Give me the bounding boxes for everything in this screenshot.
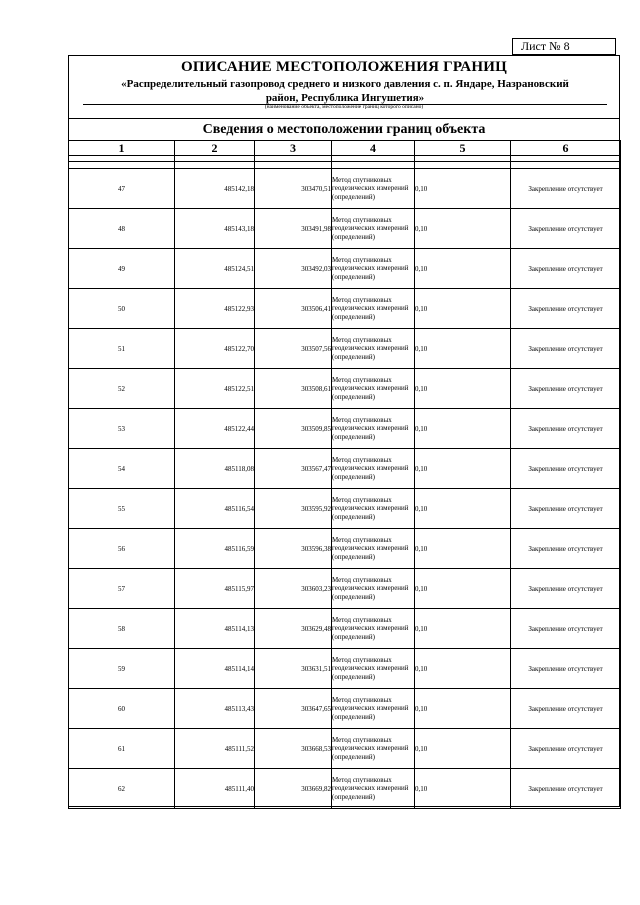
accuracy-value: 0,10 xyxy=(415,409,511,449)
fixing-description: Закрепление отсутствует xyxy=(511,169,621,209)
fixing-description: Закрепление отсутствует xyxy=(511,609,621,649)
coordinate-y: 303491,98 xyxy=(255,209,332,249)
coordinate-y: 303507,56 xyxy=(255,329,332,369)
coordinate-y: 303470,51 xyxy=(255,169,332,209)
determination-method: Метод спутниковых геодезических измерений (определений) xyxy=(332,249,415,289)
coordinate-y: 303506,41 xyxy=(255,289,332,329)
coordinate-y: 303596,38 xyxy=(255,529,332,569)
coordinate-y: 303629,48 xyxy=(255,609,332,649)
determination-method: Метод спутниковых геодезических измерений (определений) xyxy=(332,209,415,249)
section-title: Сведения о местоположении границ объекта xyxy=(202,122,486,137)
coordinate-x: 485115,97 xyxy=(175,569,255,609)
object-name xyxy=(81,77,609,105)
accuracy-value: 0,10 xyxy=(415,609,511,649)
point-number: 53 xyxy=(69,409,175,449)
coordinate-y: 303509,85 xyxy=(255,409,332,449)
accuracy-value: 0,10 xyxy=(415,569,511,609)
point-number: 48 xyxy=(69,209,175,249)
table-body xyxy=(69,156,621,809)
accuracy-value: 0,10 xyxy=(415,329,511,369)
determination-method: Метод спутниковых геодезических измерений (определений) xyxy=(332,609,415,649)
column-header-5: 5 xyxy=(415,141,511,156)
table-row xyxy=(69,689,621,729)
accuracy-value: 0,10 xyxy=(415,689,511,729)
determination-method: Метод спутниковых геодезических измерений (определений) xyxy=(332,369,415,409)
table-row xyxy=(69,609,621,649)
coordinate-y: 303492,03 xyxy=(255,249,332,289)
accuracy-value: 0,10 xyxy=(415,729,511,769)
accuracy-value: 0,10 xyxy=(415,529,511,569)
point-number: 55 xyxy=(69,489,175,529)
accuracy-value: 0,10 xyxy=(415,489,511,529)
coordinate-x: 485124,51 xyxy=(175,249,255,289)
column-header-3: 3 xyxy=(255,141,332,156)
object-name-line-2: район, Республика Ингушетия» xyxy=(265,92,425,104)
fixing-description: Закрепление отсутствует xyxy=(511,209,621,249)
sheet-number: Лист № 8 xyxy=(512,38,616,55)
fixing-description: Закрепление отсутствует xyxy=(511,369,621,409)
determination-method: Метод спутниковых геодезических измерений (определений) xyxy=(332,769,415,809)
point-number: 56 xyxy=(69,529,175,569)
table-row xyxy=(69,729,621,769)
fixing-description: Закрепление отсутствует xyxy=(511,449,621,489)
column-header-6: 6 xyxy=(511,141,621,156)
object-name-line-1: «Распределительный газопровод среднего и низкого давления с. п. Яндаре, Назрановский xyxy=(121,78,569,90)
table-row xyxy=(69,409,621,449)
divider xyxy=(69,118,619,119)
accuracy-value: 0,10 xyxy=(415,369,511,409)
determination-method: Метод спутниковых геодезических измерений (определений) xyxy=(332,569,415,609)
coordinate-y: 303508,61 xyxy=(255,369,332,409)
table-row xyxy=(69,169,621,209)
coordinate-x: 485113,43 xyxy=(175,689,255,729)
accuracy-value: 0,10 xyxy=(415,289,511,329)
fixing-description: Закрепление отсутствует xyxy=(511,689,621,729)
coordinate-y: 303603,23 xyxy=(255,569,332,609)
accuracy-value: 0,10 xyxy=(415,169,511,209)
table-row xyxy=(69,209,621,249)
coordinate-y: 303567,47 xyxy=(255,449,332,489)
coordinate-x: 485116,54 xyxy=(175,489,255,529)
fixing-description: Закрепление отсутствует xyxy=(511,529,621,569)
fixing-description: Закрепление отсутствует xyxy=(511,649,621,689)
accuracy-value: 0,10 xyxy=(415,769,511,809)
determination-method: Метод спутниковых геодезических измерений (определений) xyxy=(332,169,415,209)
determination-method: Метод спутниковых геодезических измерений (определений) xyxy=(332,289,415,329)
table-row xyxy=(69,489,621,529)
fixing-description: Закрепление отсутствует xyxy=(511,489,621,529)
coordinate-x: 485142,18 xyxy=(175,169,255,209)
point-number: 58 xyxy=(69,609,175,649)
point-number: 49 xyxy=(69,249,175,289)
coordinate-x: 485143,18 xyxy=(175,209,255,249)
coordinate-y: 303631,51 xyxy=(255,649,332,689)
determination-method: Метод спутниковых геодезических измерений (определений) xyxy=(332,689,415,729)
determination-method: Метод спутниковых геодезических измерений (определений) xyxy=(332,649,415,689)
point-number: 57 xyxy=(69,569,175,609)
coordinate-x: 485122,93 xyxy=(175,289,255,329)
column-header-1: 1 xyxy=(69,141,175,156)
table-header-row xyxy=(69,141,621,156)
fixing-description: Закрепление отсутствует xyxy=(511,289,621,329)
coordinate-x: 485114,13 xyxy=(175,609,255,649)
accuracy-value: 0,10 xyxy=(415,209,511,249)
coordinate-x: 485114,14 xyxy=(175,649,255,689)
determination-method: Метод спутниковых геодезических измерений (определений) xyxy=(332,449,415,489)
point-number: 60 xyxy=(69,689,175,729)
object-name-caption: (наименование объекта, местоположение границ которого описано) xyxy=(264,104,424,110)
coordinate-x: 485122,44 xyxy=(175,409,255,449)
table-row xyxy=(69,569,621,609)
point-number: 52 xyxy=(69,369,175,409)
table-row xyxy=(69,329,621,369)
fixing-description: Закрепление отсутствует xyxy=(511,329,621,369)
point-number: 62 xyxy=(69,769,175,809)
accuracy-value: 0,10 xyxy=(415,449,511,489)
accuracy-value: 0,10 xyxy=(415,649,511,689)
fixing-description: Закрепление отсутствует xyxy=(511,569,621,609)
coordinate-x: 485111,40 xyxy=(175,769,255,809)
table-row xyxy=(69,529,621,569)
coordinate-y: 303668,53 xyxy=(255,729,332,769)
determination-method: Метод спутниковых геодезических измерений (определений) xyxy=(332,329,415,369)
point-number: 59 xyxy=(69,649,175,689)
document-title: ОПИСАНИЕ МЕСТОПОЛОЖЕНИЯ ГРАНИЦ xyxy=(181,59,507,75)
table-row xyxy=(69,769,621,809)
table-row xyxy=(69,369,621,409)
determination-method: Метод спутниковых геодезических измерений (определений) xyxy=(332,489,415,529)
table-row xyxy=(69,249,621,289)
point-number: 61 xyxy=(69,729,175,769)
coordinate-x: 485118,08 xyxy=(175,449,255,489)
coordinate-y: 303669,82 xyxy=(255,769,332,809)
fixing-description: Закрепление отсутствует xyxy=(511,249,621,289)
determination-method: Метод спутниковых геодезических измерений (определений) xyxy=(332,729,415,769)
fixing-description: Закрепление отсутствует xyxy=(511,729,621,769)
point-number: 47 xyxy=(69,169,175,209)
point-number: 50 xyxy=(69,289,175,329)
coordinate-y: 303647,65 xyxy=(255,689,332,729)
fixing-description: Закрепление отсутствует xyxy=(511,409,621,449)
column-header-2: 2 xyxy=(175,141,255,156)
coordinate-x: 485116,59 xyxy=(175,529,255,569)
point-number: 51 xyxy=(69,329,175,369)
coordinate-y: 303595,92 xyxy=(255,489,332,529)
document-frame xyxy=(68,55,620,807)
determination-method: Метод спутниковых геодезических измерений (определений) xyxy=(332,409,415,449)
fixing-description: Закрепление отсутствует xyxy=(511,769,621,809)
point-number: 54 xyxy=(69,449,175,489)
accuracy-value: 0,10 xyxy=(415,249,511,289)
determination-method: Метод спутниковых геодезических измерений (определений) xyxy=(332,529,415,569)
spacer-row xyxy=(69,162,621,169)
table-row xyxy=(69,649,621,689)
table-row xyxy=(69,449,621,489)
coordinate-x: 485111,52 xyxy=(175,729,255,769)
coordinate-x: 485122,70 xyxy=(175,329,255,369)
coordinates-table xyxy=(68,140,621,809)
column-header-4: 4 xyxy=(332,141,415,156)
coordinate-x: 485122,51 xyxy=(175,369,255,409)
table-row xyxy=(69,289,621,329)
